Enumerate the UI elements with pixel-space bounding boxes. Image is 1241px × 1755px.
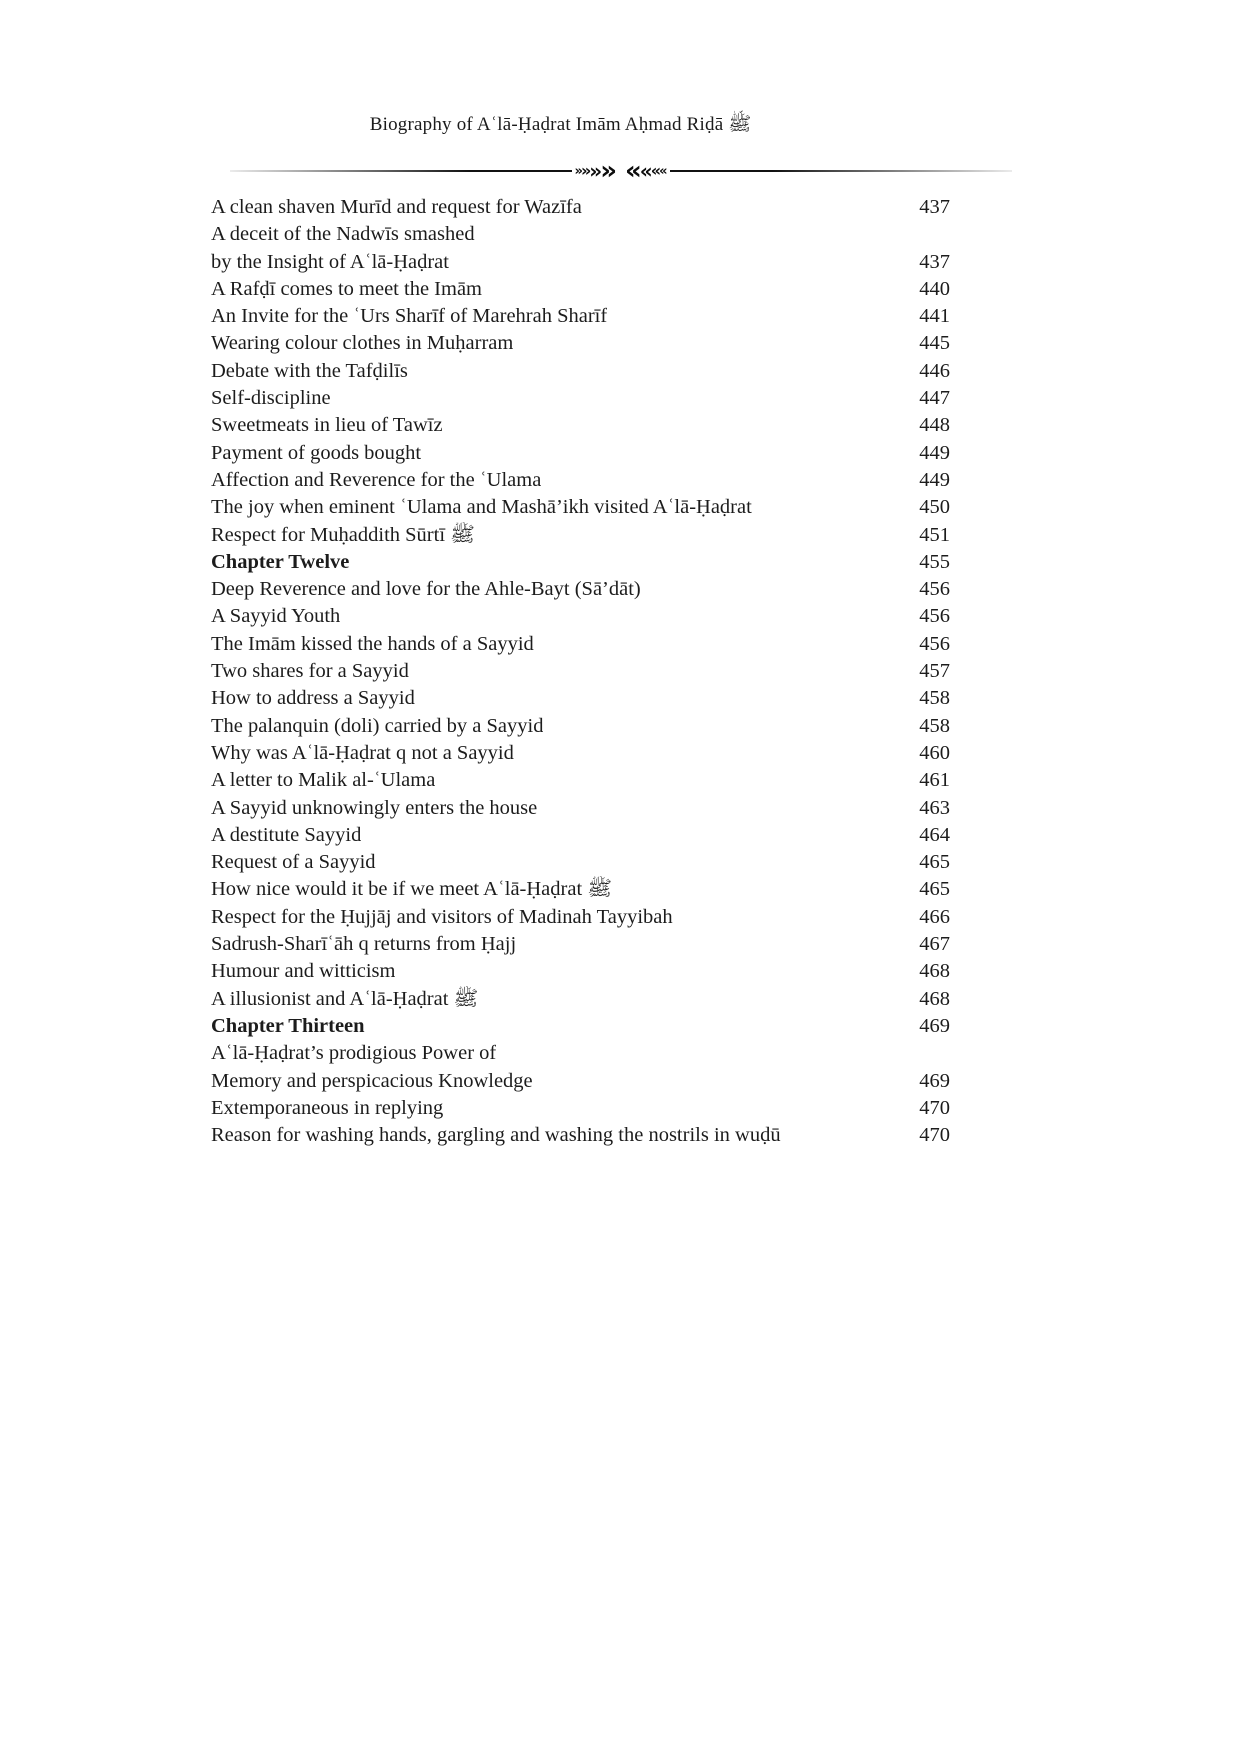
toc-entry-page-number: 463 [919,796,950,819]
toc-entry-label: A Sayyid unknowingly enters the house [211,796,538,819]
toc-entry-row [211,412,950,439]
toc-entry-label: Extemporaneous in replying [211,1096,444,1119]
toc-entry-page-number: 470 [919,1096,950,1119]
toc-entry-label: Affection and Reverence for the ʿUlama [211,468,542,491]
toc-list [211,194,950,1149]
toc-entry-row [211,931,950,958]
toc-entry-row [211,576,950,603]
toc-entry-label: A deceit of the Nadwīs smashed [211,223,475,246]
chevron-left-icon: « [639,159,653,183]
chevron-left-icon: « [650,161,662,180]
toc-entry-page-number: 455 [919,550,950,573]
toc-entry-label: A letter to Malik al-ʿUlama [211,769,436,792]
toc-entry-label: How to address a Sayyid [211,687,415,710]
toc-entry-page-number: 450 [919,496,950,519]
toc-entry-label: A illusionist and Aʿlā-Ḥaḍrat ﷺ [211,987,479,1010]
toc-entry-row [211,876,950,903]
toc-entry-label: How nice would it be if we meet Aʿlā-Ḥaḍrat ﷺ [211,878,613,901]
toc-entry-row [211,658,950,685]
toc-entry-page-number: 449 [919,441,950,464]
decorative-divider [230,158,1012,184]
toc-entry-page-number: 446 [919,359,950,382]
toc-entry-label: The joy when eminent ʿUlama and Mashā’ikh visited Aʿlā-Ḥaḍrat [211,496,752,519]
toc-entry-page-number: 437 [919,196,950,218]
toc-entry-page-number: 464 [919,823,950,846]
toc-entry-label: A destitute Sayyid [211,823,362,846]
toc-entry-row [211,494,950,521]
toc-entry-page-number: 467 [919,933,950,956]
toc-entry-row [211,1013,950,1040]
chevron-left-icon: « [659,163,668,179]
toc-entry-row [211,849,950,876]
toc-entry-label: Two shares for a Sayyid [211,660,409,683]
toc-entry-page-number: 469 [919,1069,950,1092]
toc-entry-page-number: 440 [919,277,950,300]
toc-entry-row [211,549,950,576]
divider-line-right [670,170,1012,172]
toc-entry-row [211,467,950,494]
chevron-right-icon: » [589,159,603,183]
toc-entry-row [211,1040,950,1067]
toc-entry-label: The Imām kissed the hands of a Sayyid [211,632,534,655]
toc-entry-label: Memory and perspicacious Knowledge [211,1069,533,1092]
toc-entry-row [211,358,950,385]
toc-entry-page-number: 456 [919,578,950,601]
chevron-right-icon: » [580,161,592,180]
toc-entry-row [211,194,950,221]
toc-entry-row [211,631,950,658]
toc-entry-row [211,986,950,1013]
toc-entry-row [211,1068,950,1095]
chevron-right-icon: » [600,156,617,186]
toc-entry-row [211,904,950,931]
toc-entry-label: Debate with the Tafḍilīs [211,359,408,382]
toc-entry-page-number: 465 [919,878,950,901]
toc-entry-label: Request of a Sayyid [211,851,376,874]
toc-entry-row [211,958,950,985]
toc-entry-page-number: 448 [919,414,950,437]
toc-entry-page-number: 468 [919,960,950,983]
toc-entry-row [211,685,950,712]
toc-entry-row [211,713,950,740]
toc-entry-page-number: 449 [919,468,950,491]
toc-entry-label: Payment of goods bought [211,441,422,464]
toc-entry-label: A Rafḍī comes to meet the Imām [211,277,482,300]
toc-entry-page-number: 458 [919,687,950,710]
toc-entry-label: Aʿlā-Ḥaḍrat’s prodigious Power of [211,1042,497,1065]
toc-entry-row [211,822,950,849]
toc-entry-page-number: 457 [919,660,950,683]
toc-entry-page-number: 458 [919,714,950,737]
divider-line-left [230,170,572,172]
toc-entry-row [211,767,950,794]
chevron-right-icon: » [574,163,583,179]
chevron-ornament-icon [572,158,671,184]
toc-entry-page-number: 460 [919,741,950,764]
toc-entry-row [211,740,950,767]
toc-entry-label: A Sayyid Youth [211,605,341,628]
toc-entry-label: Why was Aʿlā-Ḥaḍrat q not a Sayyid [211,741,514,764]
toc-entry-label: Respect for Muḥaddith Sūrtī ﷺ [211,523,475,546]
toc-entry-label: Chapter Twelve [211,550,350,573]
toc-entry-row [211,795,950,822]
toc-entry-page-number: 445 [919,332,950,355]
toc-entry-page-number: 469 [919,1014,950,1037]
toc-entry-label: Reason for washing hands, gargling and washing the nostrils in wuḍū [211,1124,781,1147]
toc-entry-label: Sadrush-Sharīʿāh q returns from Ḥajj [211,933,517,956]
toc-entry-label: Self-discipline [211,387,331,410]
toc-entry-page-number: 465 [919,851,950,874]
toc-entry-row [211,330,950,357]
toc-entry-label: Humour and witticism [211,960,396,983]
toc-entry-row [211,1095,950,1122]
toc-entry-label: Deep Reverence and love for the Ahle-Bayt (Sā’dāt) [211,578,641,601]
toc-entry-page-number: 451 [919,523,950,546]
toc-entry-row [211,1122,950,1149]
toc-entry-row [211,303,950,330]
toc-entry-row [211,385,950,412]
chevron-left-icon: « [625,156,642,186]
toc-entry-label: Chapter Thirteen [211,1014,365,1037]
toc-entry-page-number: 466 [919,905,950,928]
toc-entry-label: by the Insight of Aʿlā-Ḥaḍrat [211,250,449,273]
toc-entry-row [211,276,950,303]
toc-entry-page-number: 461 [919,769,950,792]
toc-entry-label: An Invite for the ʿUrs Sharīf of Marehrah Sharīf [211,305,608,328]
toc-entry-label: The palanquin (doli) carried by a Sayyid [211,714,544,737]
toc-entry-page-number: 447 [919,387,950,410]
running-header-title: Biography of Aʿlā-Ḥaḍrat Imām Aḥmad Riḍā ﷺ [369,114,752,135]
toc-entry-page-number: 468 [919,987,950,1010]
toc-entry-page-number: 456 [919,632,950,655]
toc-entry-label: Wearing colour clothes in Muḥarram [211,332,514,355]
toc-entry-row [211,249,950,276]
toc-entry-label: Respect for the Ḥujjāj and visitors of Madinah Tayyibah [211,905,673,928]
toc-entry-row [211,522,950,549]
toc-entry-row [211,440,950,467]
toc-entry-row [211,603,950,630]
toc-entry-page-number: 456 [919,605,950,628]
toc-entry-page-number: 470 [919,1124,950,1147]
toc-entry-page-number: 441 [919,305,950,328]
toc-entry-page-number: 437 [919,250,950,273]
toc-entry-label: Sweetmeats in lieu of Tawīz [211,414,443,437]
toc-entry-label: A clean shaven Murīd and request for Wazīfa [211,196,582,218]
toc-entry-row [211,221,950,248]
